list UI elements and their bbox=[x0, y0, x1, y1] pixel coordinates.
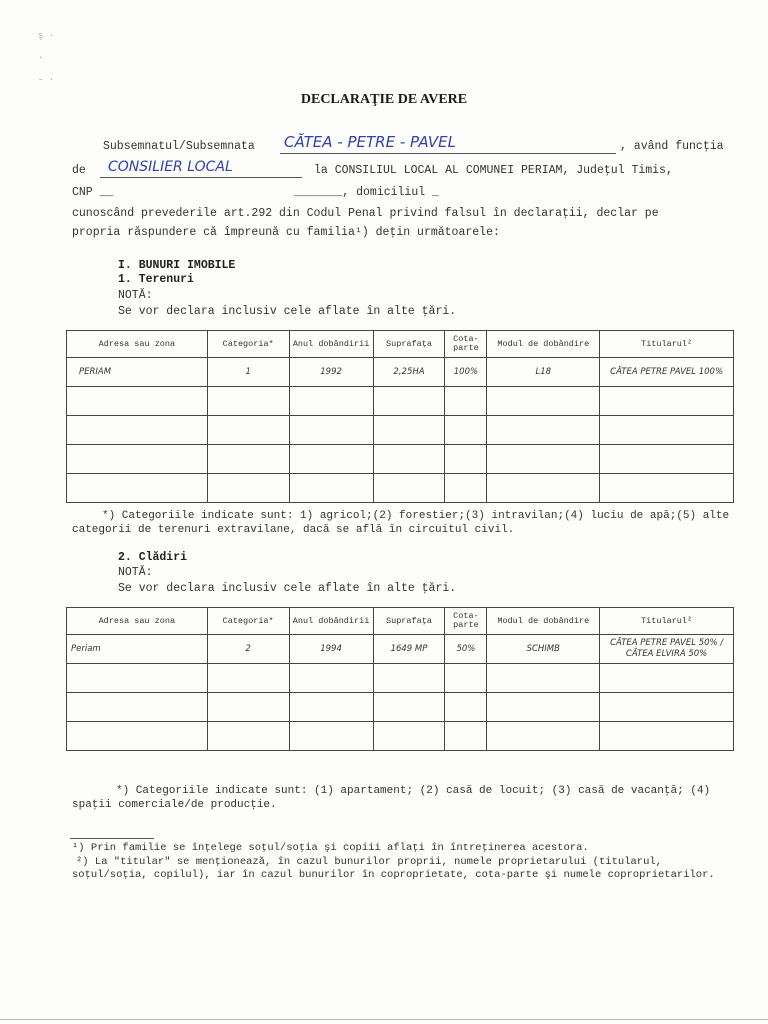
table-cell: 50% bbox=[445, 635, 487, 664]
cnp-label: CNP __ bbox=[72, 186, 114, 199]
table-cell: Periam bbox=[67, 635, 208, 664]
table-cell bbox=[445, 722, 487, 751]
column-header: Categoria* bbox=[207, 331, 289, 358]
legal-statement-line2: propria răspundere că împreună cu familia¹) deţin următoarele: bbox=[72, 226, 500, 239]
nota-text: Se vor declara inclusiv cele aflate în alte ţări. bbox=[118, 305, 457, 318]
table-cell bbox=[289, 664, 373, 693]
table-row bbox=[67, 722, 734, 751]
table-cell bbox=[487, 722, 600, 751]
table-cell: 1992 bbox=[289, 358, 373, 387]
table-cell bbox=[445, 387, 487, 416]
function-field bbox=[100, 159, 302, 178]
table-cell bbox=[67, 693, 208, 722]
table-cell bbox=[600, 693, 734, 722]
function-value: CONSILIER LOCAL bbox=[108, 159, 233, 175]
column-header: Adresa sau zona bbox=[67, 608, 208, 635]
page-edge bbox=[0, 1019, 768, 1020]
table-cell bbox=[207, 693, 289, 722]
table-cell: PERIAM bbox=[67, 358, 208, 387]
nota-label: NOTĂ: bbox=[118, 566, 153, 579]
table-cell bbox=[67, 416, 208, 445]
table-cell bbox=[600, 445, 734, 474]
footnote-divider bbox=[70, 838, 154, 839]
table-cell bbox=[373, 474, 445, 503]
table-cell bbox=[487, 693, 600, 722]
table-cell bbox=[207, 387, 289, 416]
table-cell bbox=[373, 664, 445, 693]
table-cell: 2,25HA bbox=[373, 358, 445, 387]
table-cell bbox=[487, 387, 600, 416]
table-cell bbox=[600, 387, 734, 416]
footnote-titular: ²) La "titular" se menţionează, în cazul bunurilor proprii, numele proprietarului (titularul, soţul/soţia, copilul), iar în cazul bunurilor în coproprietate, cota-parte şi numele coproprietarilor. bbox=[72, 856, 715, 881]
buildings-table bbox=[66, 607, 734, 751]
margin-mark: ş · bbox=[38, 31, 55, 41]
function-prefix: de bbox=[72, 164, 86, 177]
declarant-name: CĂTEA - PETRE - PAVEL bbox=[284, 133, 456, 151]
document-title: DECLARAŢIE DE AVERE bbox=[300, 92, 468, 107]
table-cell bbox=[373, 387, 445, 416]
table-cell bbox=[445, 693, 487, 722]
column-header: Anul dobândirii bbox=[289, 608, 373, 635]
column-header: Categoria* bbox=[207, 608, 289, 635]
table-cell bbox=[67, 387, 208, 416]
table-row bbox=[67, 445, 734, 474]
column-header: Suprafaţa bbox=[373, 608, 445, 635]
function-label: , având funcţia bbox=[620, 140, 724, 153]
footnote-family: ¹) Prin familie se înţelege soţul/soţia şi copiii aflaţi în întreţinerea acestora. bbox=[72, 842, 589, 854]
table-cell bbox=[600, 664, 734, 693]
column-header: Adresa sau zona bbox=[67, 331, 208, 358]
column-header: Suprafaţa bbox=[373, 331, 445, 358]
column-header: Cota-parte bbox=[445, 608, 487, 635]
table-cell: SCHIMB bbox=[487, 635, 600, 664]
table-cell bbox=[373, 693, 445, 722]
table-header-row bbox=[67, 608, 734, 635]
column-header: Titularul² bbox=[600, 608, 734, 635]
table-cell: 1 bbox=[207, 358, 289, 387]
table-cell bbox=[289, 416, 373, 445]
table-cell bbox=[67, 445, 208, 474]
table-cell: 100% bbox=[445, 358, 487, 387]
table-cell bbox=[289, 387, 373, 416]
table-cell bbox=[445, 416, 487, 445]
table-cell bbox=[373, 722, 445, 751]
margin-mark: · bbox=[38, 53, 44, 63]
table-cell bbox=[445, 664, 487, 693]
table-cell: 1649 MP bbox=[373, 635, 445, 664]
declarant-label: Subsemnatul/Subsemnata bbox=[103, 140, 255, 153]
name-field bbox=[280, 133, 616, 154]
table-cell: CĂTEA PETRE PAVEL 50% / CĂTEA ELVIRA 50% bbox=[600, 635, 734, 664]
table-cell bbox=[207, 445, 289, 474]
table-row bbox=[67, 635, 734, 664]
column-header: Cota-parte bbox=[445, 331, 487, 358]
building-categories-note: *) Categoriile indicate sunt: (1) apartament; (2) casă de locuit; (3) casă de vacanţă; (4) spaţii comerciale/de producţie. bbox=[72, 785, 711, 811]
table-cell bbox=[67, 722, 208, 751]
table-cell bbox=[207, 416, 289, 445]
column-header: Modul de dobândire bbox=[487, 608, 600, 635]
table-cell bbox=[67, 664, 208, 693]
table-cell: L18 bbox=[487, 358, 600, 387]
table-row bbox=[67, 358, 734, 387]
institution-text: la CONSILIUL LOCAL AL COMUNEI PERIAM, Judeţul Timis, bbox=[314, 164, 673, 177]
table-cell bbox=[289, 474, 373, 503]
table-cell bbox=[207, 474, 289, 503]
table-header-row bbox=[67, 331, 734, 358]
table-cell bbox=[289, 722, 373, 751]
column-header: Modul de dobândire bbox=[487, 331, 600, 358]
table-cell bbox=[207, 722, 289, 751]
domicile-label: _______, domiciliul _ bbox=[294, 186, 439, 199]
table-cell bbox=[445, 474, 487, 503]
table-row bbox=[67, 416, 734, 445]
table-row bbox=[67, 693, 734, 722]
table-cell bbox=[487, 416, 600, 445]
table-cell bbox=[487, 664, 600, 693]
table-cell bbox=[373, 416, 445, 445]
column-header: Anul dobândirii bbox=[289, 331, 373, 358]
table-cell bbox=[600, 474, 734, 503]
nota-label: NOTĂ: bbox=[118, 289, 153, 302]
nota-text: Se vor declara inclusiv cele aflate în alte ţări. bbox=[118, 582, 457, 595]
section-heading-real-estate: I. BUNURI IMOBILE bbox=[118, 259, 236, 272]
table-cell: 1994 bbox=[289, 635, 373, 664]
table-cell bbox=[600, 722, 734, 751]
table-row bbox=[67, 664, 734, 693]
table-cell bbox=[373, 445, 445, 474]
column-header: Titularul² bbox=[600, 331, 734, 358]
table-cell: CĂTEA PETRE PAVEL 100% bbox=[600, 358, 734, 387]
margin-marks bbox=[38, 25, 54, 91]
table-cell: 2 bbox=[207, 635, 289, 664]
land-table bbox=[66, 330, 734, 503]
table-cell bbox=[289, 445, 373, 474]
table-row bbox=[67, 474, 734, 503]
margin-mark: - · bbox=[38, 75, 55, 85]
table-cell bbox=[67, 474, 208, 503]
table-cell bbox=[487, 474, 600, 503]
subsection-heading-buildings: 2. Clădiri bbox=[118, 551, 188, 564]
table-cell bbox=[207, 664, 289, 693]
subsection-heading-land: 1. Terenuri bbox=[118, 273, 194, 286]
table-cell bbox=[600, 416, 734, 445]
table-row bbox=[67, 387, 734, 416]
table-cell bbox=[487, 445, 600, 474]
table-cell bbox=[289, 693, 373, 722]
legal-statement-line1: cunoscând prevederile art.292 din Codul Penal privind falsul în declaraţii, declar pe bbox=[72, 207, 659, 220]
table-cell bbox=[445, 445, 487, 474]
land-categories-note: *) Categoriile indicate sunt: 1) agricol;(2) forestier;(3) intravilan;(4) luciu de apă;(5) alte categorii de terenuri extravilane, dacă se află în circuitul civil. bbox=[72, 510, 730, 536]
